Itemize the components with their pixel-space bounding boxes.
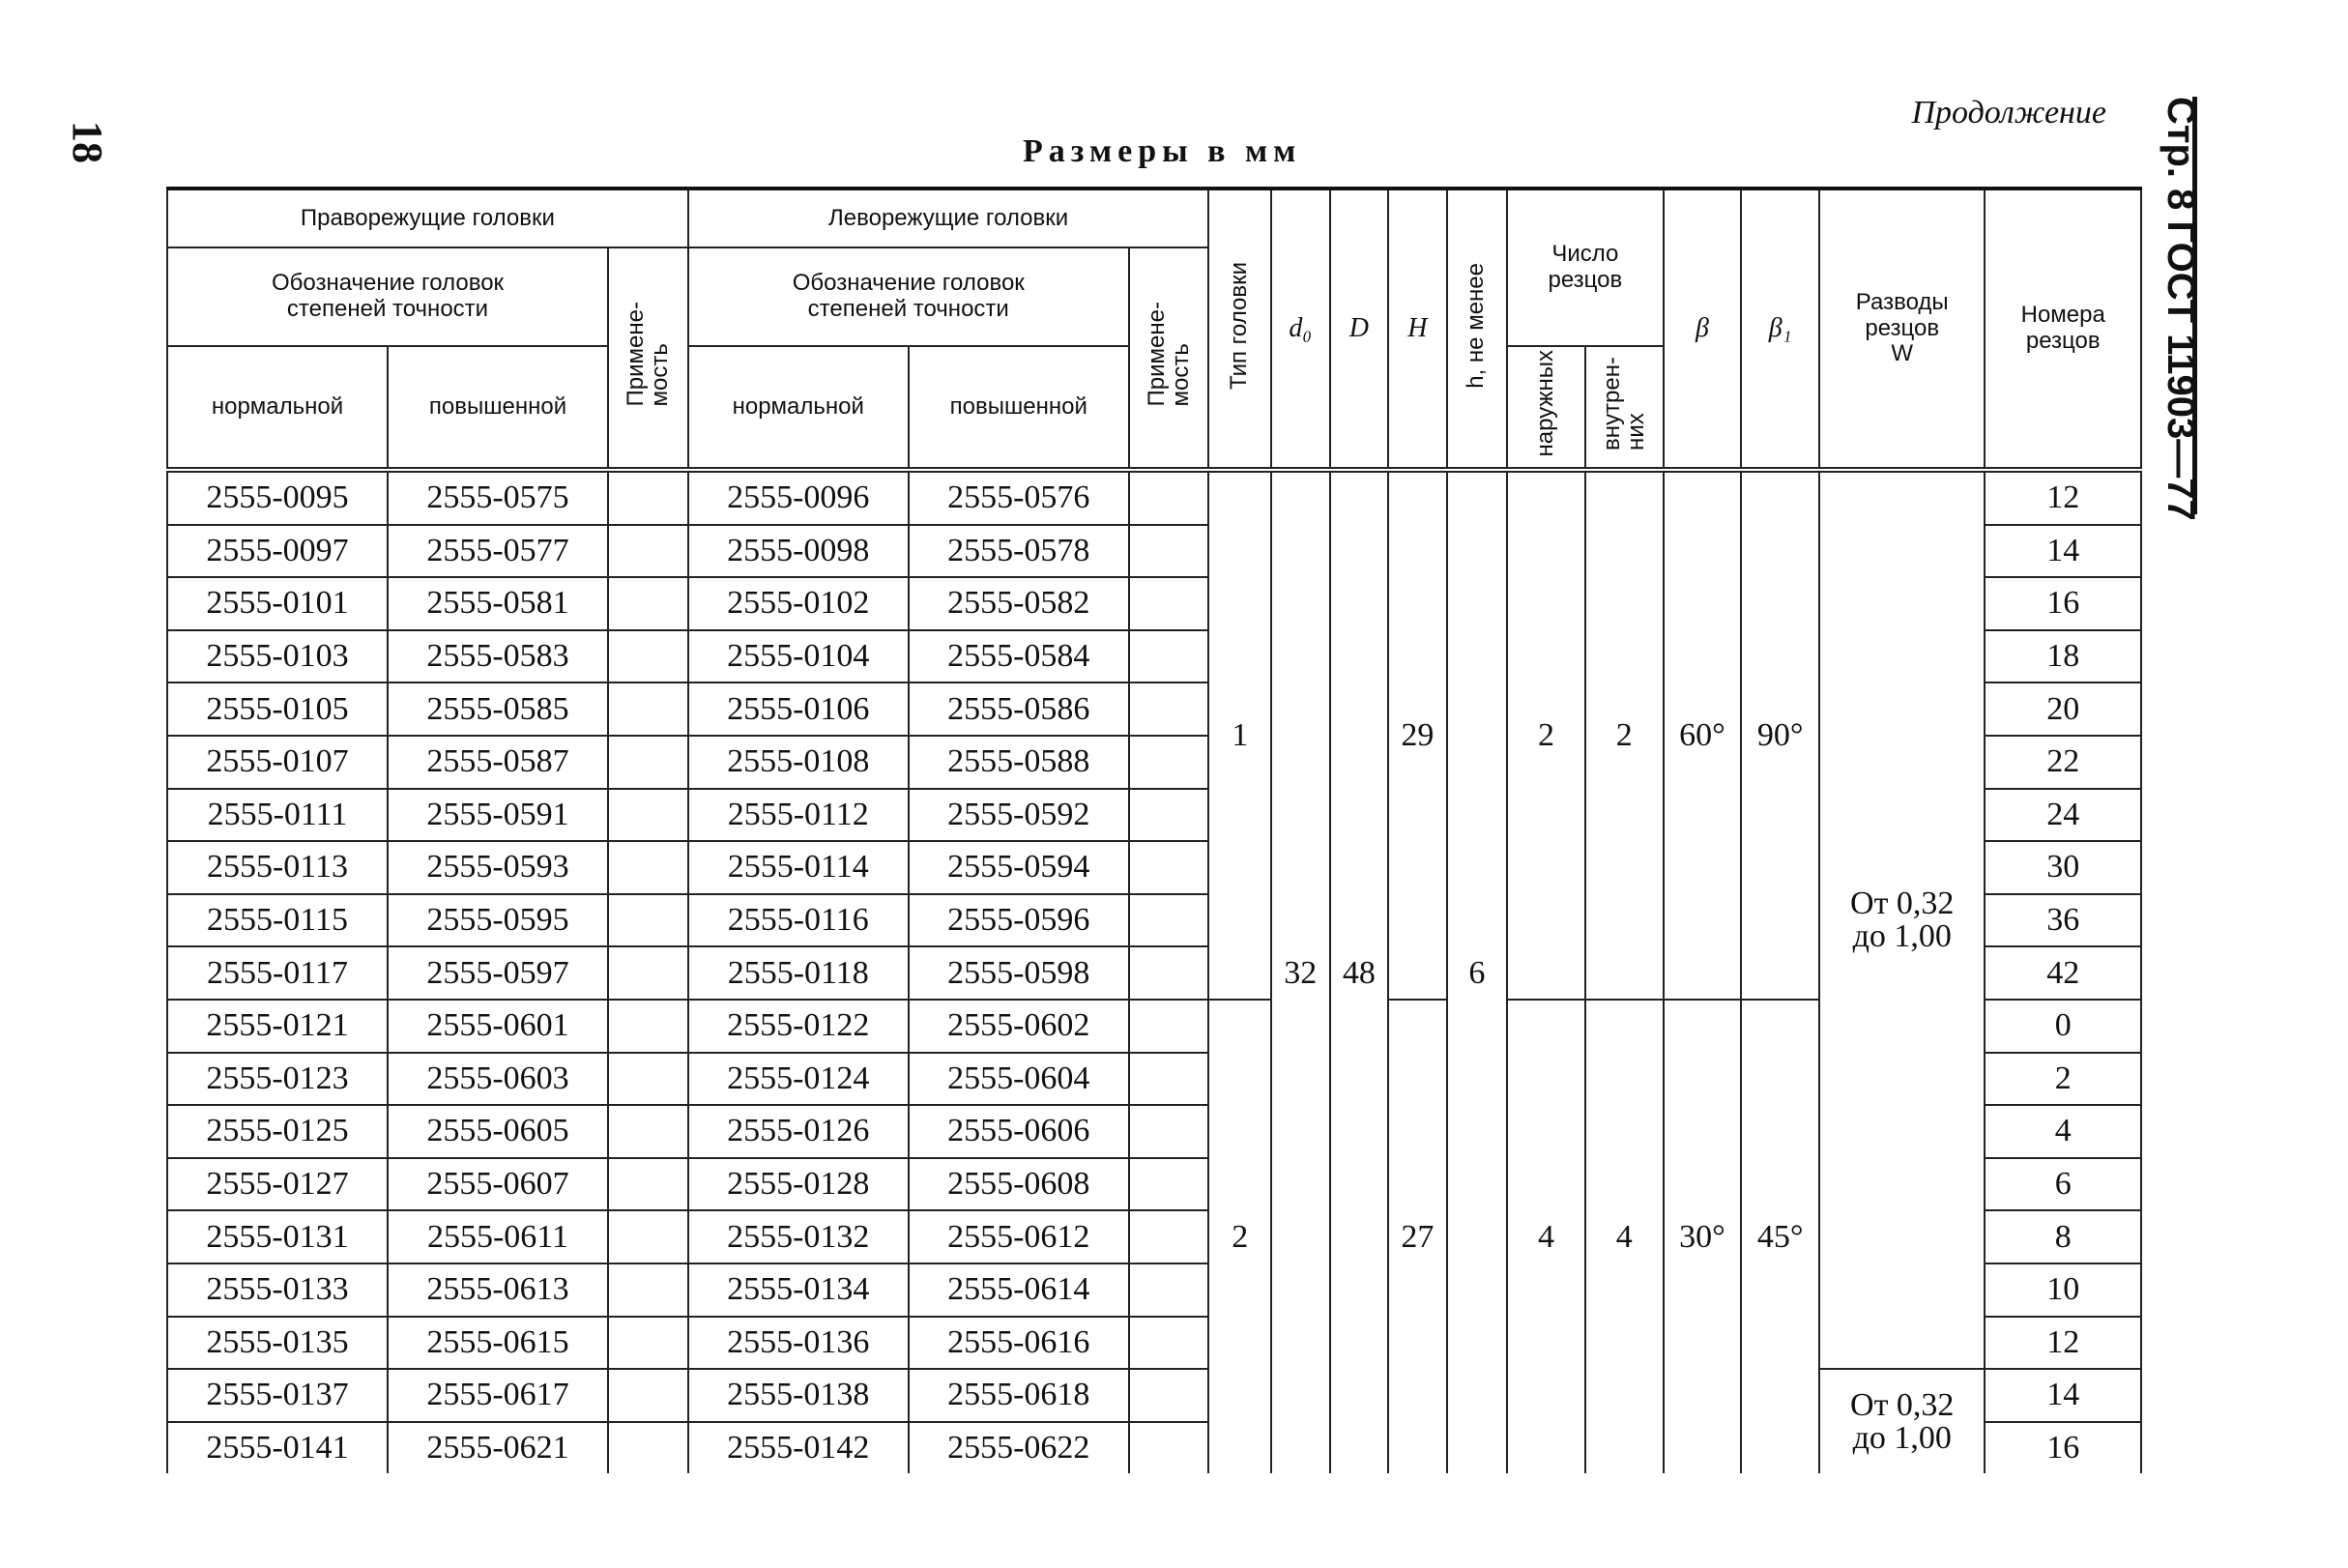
left-normal-code: 2555-0134 xyxy=(688,1263,909,1317)
right-increased-code: 2555-0617 xyxy=(388,1369,608,1422)
D-header: D xyxy=(1330,189,1389,470)
left-normal-code: 2555-0106 xyxy=(688,682,909,736)
cutter-number: 4 xyxy=(1985,1105,2141,1158)
right-applicability-cell xyxy=(608,1053,688,1106)
h-min-header: h, не менее xyxy=(1447,189,1508,470)
table-row xyxy=(167,1369,2141,1422)
left-increased-code: 2555-0592 xyxy=(909,789,1129,842)
D-value: 48 xyxy=(1330,470,1389,1473)
right-normal-code: 2555-0097 xyxy=(167,525,388,578)
left-normal-code: 2555-0122 xyxy=(688,1000,909,1053)
right-applicability-cell xyxy=(608,841,688,894)
beta-value-1: 60° xyxy=(1664,470,1742,1000)
left-increased-code: 2555-0608 xyxy=(909,1158,1129,1211)
right-applicability-cell xyxy=(608,1263,688,1317)
right-increased-code: 2555-0593 xyxy=(388,841,608,894)
H-value-2: 27 xyxy=(1388,1000,1447,1473)
right-increased-code: 2555-0611 xyxy=(388,1210,608,1263)
left-applicability-cell xyxy=(1129,1210,1209,1263)
beta1-header: β₁ xyxy=(1741,189,1819,470)
right-increased-code: 2555-0603 xyxy=(388,1053,608,1106)
beta-header: β xyxy=(1664,189,1742,470)
left-heads-header: Леворежущие головки xyxy=(688,189,1209,247)
spread-header: Разводы резцов W xyxy=(1819,189,1986,470)
H-value-1: 29 xyxy=(1388,470,1447,1000)
d0-value: 32 xyxy=(1271,470,1330,1473)
cutter-numbers-header: Номера резцов xyxy=(1985,189,2141,470)
right-increased-code: 2555-0591 xyxy=(388,789,608,842)
inner-count-2: 4 xyxy=(1585,1000,1664,1473)
left-normal-code: 2555-0108 xyxy=(688,736,909,789)
right-applicability-cell xyxy=(608,946,688,1000)
right-applicability-cell xyxy=(608,630,688,683)
right-increased-code: 2555-0597 xyxy=(388,946,608,1000)
right-applicability-cell xyxy=(608,682,688,736)
beta-value-2: 30° xyxy=(1664,1000,1742,1473)
left-increased-code: 2555-0616 xyxy=(909,1317,1129,1370)
beta1-value-2: 45° xyxy=(1741,1000,1819,1473)
left-applicability-cell xyxy=(1129,789,1209,842)
left-applicability-cell xyxy=(1129,470,1209,525)
right-normal-code: 2555-0095 xyxy=(167,470,388,525)
right-normal-code: 2555-0101 xyxy=(167,577,388,630)
right-normal-code: 2555-0135 xyxy=(167,1317,388,1370)
right-increased-code: 2555-0577 xyxy=(388,525,608,578)
continuation-label: Продолжение xyxy=(1911,95,2106,131)
right-normal-header: нормальной xyxy=(167,346,388,470)
right-normal-code: 2555-0117 xyxy=(167,946,388,1000)
left-increased-code: 2555-0612 xyxy=(909,1210,1129,1263)
right-applicability-cell xyxy=(608,894,688,947)
left-increased-code: 2555-0614 xyxy=(909,1263,1129,1317)
gost-reference: Стр. 8 ГОСТ 11903—77 xyxy=(2160,97,2202,521)
right-increased-code: 2555-0605 xyxy=(388,1105,608,1158)
right-applicability-cell xyxy=(608,1210,688,1263)
left-applicability-cell xyxy=(1129,894,1209,947)
left-increased-code: 2555-0598 xyxy=(909,946,1129,1000)
right-increased-header: повышенной xyxy=(388,346,608,470)
table-caption: Размеры в мм xyxy=(1023,133,1302,169)
H-header: H xyxy=(1388,189,1447,470)
right-increased-code: 2555-0595 xyxy=(388,894,608,947)
left-increased-code: 2555-0606 xyxy=(909,1105,1129,1158)
beta1-value-1: 90° xyxy=(1741,470,1819,1000)
left-normal-code: 2555-0116 xyxy=(688,894,909,947)
right-normal-code: 2555-0133 xyxy=(167,1263,388,1317)
left-normal-code: 2555-0126 xyxy=(688,1105,909,1158)
right-increased-code: 2555-0583 xyxy=(388,630,608,683)
left-increased-code: 2555-0594 xyxy=(909,841,1129,894)
cutter-number: 12 xyxy=(1985,470,2141,525)
left-normal-code: 2555-0118 xyxy=(688,946,909,1000)
left-increased-code: 2555-0596 xyxy=(909,894,1129,947)
left-increased-code: 2555-0602 xyxy=(909,1000,1129,1053)
right-heads-header: Праворежущие головки xyxy=(167,189,688,247)
spread-value-last: От 0,32 до 1,00 xyxy=(1819,1369,1986,1473)
cutter-number: 0 xyxy=(1985,1000,2141,1053)
left-normal-code: 2555-0136 xyxy=(688,1317,909,1370)
right-applicability-cell xyxy=(608,1422,688,1474)
left-applicability-cell xyxy=(1129,1422,1209,1474)
right-applicability-cell xyxy=(608,736,688,789)
left-designation-header: Обозначение головок степеней точности xyxy=(688,247,1129,346)
head-type-2: 2 xyxy=(1208,1000,1271,1473)
cutter-number: 42 xyxy=(1985,946,2141,1000)
left-applicability-cell xyxy=(1129,841,1209,894)
left-increased-code: 2555-0576 xyxy=(909,470,1129,525)
left-normal-code: 2555-0112 xyxy=(688,789,909,842)
left-applicability-cell xyxy=(1129,682,1209,736)
right-applicability-cell xyxy=(608,1000,688,1053)
left-normal-code: 2555-0132 xyxy=(688,1210,909,1263)
right-normal-code: 2555-0113 xyxy=(167,841,388,894)
right-normal-code: 2555-0121 xyxy=(167,1000,388,1053)
left-increased-code: 2555-0618 xyxy=(909,1369,1129,1422)
left-normal-code: 2555-0104 xyxy=(688,630,909,683)
left-increased-code: 2555-0584 xyxy=(909,630,1129,683)
cutter-number: 10 xyxy=(1985,1263,2141,1317)
right-increased-code: 2555-0581 xyxy=(388,577,608,630)
right-normal-code: 2555-0125 xyxy=(167,1105,388,1158)
right-applicability-cell xyxy=(608,577,688,630)
right-normal-code: 2555-0141 xyxy=(167,1422,388,1474)
right-normal-code: 2555-0111 xyxy=(167,789,388,842)
left-normal-code: 2555-0142 xyxy=(688,1422,909,1474)
left-normal-code: 2555-0098 xyxy=(688,525,909,578)
left-increased-code: 2555-0622 xyxy=(909,1422,1129,1474)
cutter-number: 30 xyxy=(1985,841,2141,894)
left-increased-code: 2555-0582 xyxy=(909,577,1129,630)
right-increased-code: 2555-0615 xyxy=(388,1317,608,1370)
right-applicability-cell xyxy=(608,525,688,578)
inner-count-1: 2 xyxy=(1585,470,1664,1000)
left-applicability-cell xyxy=(1129,1369,1209,1422)
right-applicability-cell xyxy=(608,1369,688,1422)
right-applicability-cell xyxy=(608,1105,688,1158)
left-normal-code: 2555-0102 xyxy=(688,577,909,630)
right-increased-code: 2555-0575 xyxy=(388,470,608,525)
right-increased-code: 2555-0585 xyxy=(388,682,608,736)
table-body xyxy=(167,470,2141,1473)
cutter-number: 18 xyxy=(1985,630,2141,683)
cutter-number: 6 xyxy=(1985,1158,2141,1211)
left-applicability-cell xyxy=(1129,1158,1209,1211)
right-increased-code: 2555-0613 xyxy=(388,1263,608,1317)
left-applicability-header: Примене- мость xyxy=(1129,247,1209,470)
outer-count-1: 2 xyxy=(1507,470,1585,1000)
right-increased-code: 2555-0601 xyxy=(388,1000,608,1053)
right-increased-code: 2555-0621 xyxy=(388,1422,608,1474)
right-applicability-header: Примене- мость xyxy=(608,247,688,470)
cutter-number: 2 xyxy=(1985,1053,2141,1106)
outer-header: наружных xyxy=(1507,346,1585,470)
right-normal-code: 2555-0115 xyxy=(167,894,388,947)
left-increased-code: 2555-0586 xyxy=(909,682,1129,736)
cutter-number: 16 xyxy=(1985,577,2141,630)
left-applicability-cell xyxy=(1129,1105,1209,1158)
right-normal-code: 2555-0107 xyxy=(167,736,388,789)
cutter-heads-table xyxy=(166,187,2142,1473)
right-normal-code: 2555-0103 xyxy=(167,630,388,683)
head-type-1: 1 xyxy=(1208,470,1271,1000)
left-applicability-cell xyxy=(1129,1263,1209,1317)
right-increased-code: 2555-0607 xyxy=(388,1158,608,1211)
right-normal-code: 2555-0105 xyxy=(167,682,388,736)
left-applicability-cell xyxy=(1129,525,1209,578)
cutter-number: 14 xyxy=(1985,1369,2141,1422)
left-applicability-cell xyxy=(1129,577,1209,630)
left-normal-code: 2555-0096 xyxy=(688,470,909,525)
right-applicability-cell xyxy=(608,470,688,525)
left-applicability-cell xyxy=(1129,1000,1209,1053)
left-normal-code: 2555-0124 xyxy=(688,1053,909,1106)
cutter-number: 12 xyxy=(1985,1317,2141,1370)
inner-header: внутрен- них xyxy=(1585,346,1664,470)
table-row xyxy=(167,470,2141,525)
left-increased-code: 2555-0604 xyxy=(909,1053,1129,1106)
left-applicability-cell xyxy=(1129,1053,1209,1106)
cutter-number: 22 xyxy=(1985,736,2141,789)
left-increased-code: 2555-0578 xyxy=(909,525,1129,578)
left-applicability-cell xyxy=(1129,946,1209,1000)
spread-value-main: От 0,32 до 1,00 xyxy=(1819,470,1986,1369)
cutter-number: 16 xyxy=(1985,1422,2141,1474)
d0-header: d₀ xyxy=(1271,189,1330,470)
right-normal-code: 2555-0123 xyxy=(167,1053,388,1106)
cutter-number: 14 xyxy=(1985,525,2141,578)
left-increased-header: повышенной xyxy=(909,346,1129,470)
h-min-value: 6 xyxy=(1447,470,1508,1473)
cutter-number: 8 xyxy=(1985,1210,2141,1263)
left-normal-code: 2555-0114 xyxy=(688,841,909,894)
cutter-number: 20 xyxy=(1985,682,2141,736)
outer-count-2: 4 xyxy=(1507,1000,1585,1473)
cutter-number: 36 xyxy=(1985,894,2141,947)
right-applicability-cell xyxy=(608,1317,688,1370)
left-applicability-cell xyxy=(1129,1317,1209,1370)
left-applicability-cell xyxy=(1129,736,1209,789)
right-applicability-cell xyxy=(608,789,688,842)
left-normal-code: 2555-0128 xyxy=(688,1158,909,1211)
left-increased-code: 2555-0588 xyxy=(909,736,1129,789)
right-normal-code: 2555-0137 xyxy=(167,1369,388,1422)
left-normal-header: нормальной xyxy=(688,346,909,470)
head-type-header: Тип головки xyxy=(1208,189,1271,470)
cutters-count-header: Число резцов xyxy=(1507,189,1663,346)
cutter-number: 24 xyxy=(1985,789,2141,842)
right-increased-code: 2555-0587 xyxy=(388,736,608,789)
left-applicability-cell xyxy=(1129,630,1209,683)
right-normal-code: 2555-0127 xyxy=(167,1158,388,1211)
page-number: 18 xyxy=(64,121,111,163)
right-designation-header: Обозначение головок степеней точности xyxy=(167,247,608,346)
right-normal-code: 2555-0131 xyxy=(167,1210,388,1263)
right-applicability-cell xyxy=(608,1158,688,1211)
left-normal-code: 2555-0138 xyxy=(688,1369,909,1422)
